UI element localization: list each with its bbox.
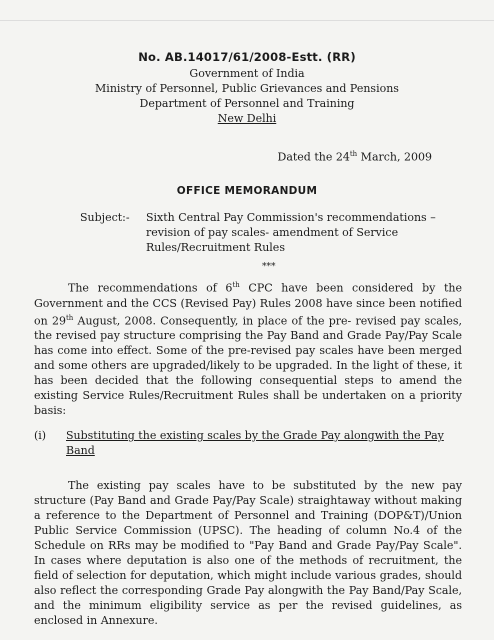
ministry-line: Ministry of Personnel, Public Grievances and Pensions [95,82,399,95]
paragraph-2: The existing pay scales have to be substituted by the new pay structure (Pay Band and Grade Pay/Pay Scale) straightaway without making a reference to the Department of Personnel and Training (DOP&T)/Union Public Service Commission (UPSC). The heading of column No.4 of the Schedule on RRs may be modified to "Pay Band and Grade Pay/Pay Scale". In cases where deputation is also one of the methods of recruitment, the field of selection for deputation, which might include various grades, should also reflect the corresponding Grade Pay alongwith the Pay Band/Pay Scale, and the minimum eligibility service as per the revised guidelines, as enclosed in Annexure. [34,479,462,627]
item-number: (i) [34,429,47,442]
government-line: Government of India [189,67,305,80]
department-line: Department of Personnel and Training [139,97,355,110]
subject-label: Subject:- [80,211,130,224]
item-heading: Substituting the existing scales by the Grade Pay alongwith the Pay Band [66,429,444,457]
memo-title: OFFICE MEMORANDUM [176,185,318,197]
paragraph-1: The recommendations of 6th CPC have been considered by the Government and the CCS (Revised Pay) Rules 2008 have since been notified on 29th August, 2008. Consequently, in place of the pre- revised pay scales, the revised pay structure comprising the Pay Band and Grade Pay/Pay Scale has come into effect. Some of the pre-revised pay scales have been merged and some others are upgraded/likely to be upgraded. In the light of these, it has been decided that the following consequential steps to amend the existing Service Rules/Recruitment Rules shall be undertaken on a priority basis: [34,281,462,418]
separator-stars: *** [262,262,276,272]
scan-artifact [0,20,494,21]
file-number: No. AB.14017/61/2008-Estt. (RR) [138,50,356,64]
subject-text: Sixth Central Pay Commission's recommendations – revision of pay scales- amendment of Service Rules/Recruitment Rules [146,211,436,254]
letterhead [0,50,494,126]
city-line: New Delhi [217,112,277,125]
document-date: Dated the 24th March, 2009 [277,150,432,164]
